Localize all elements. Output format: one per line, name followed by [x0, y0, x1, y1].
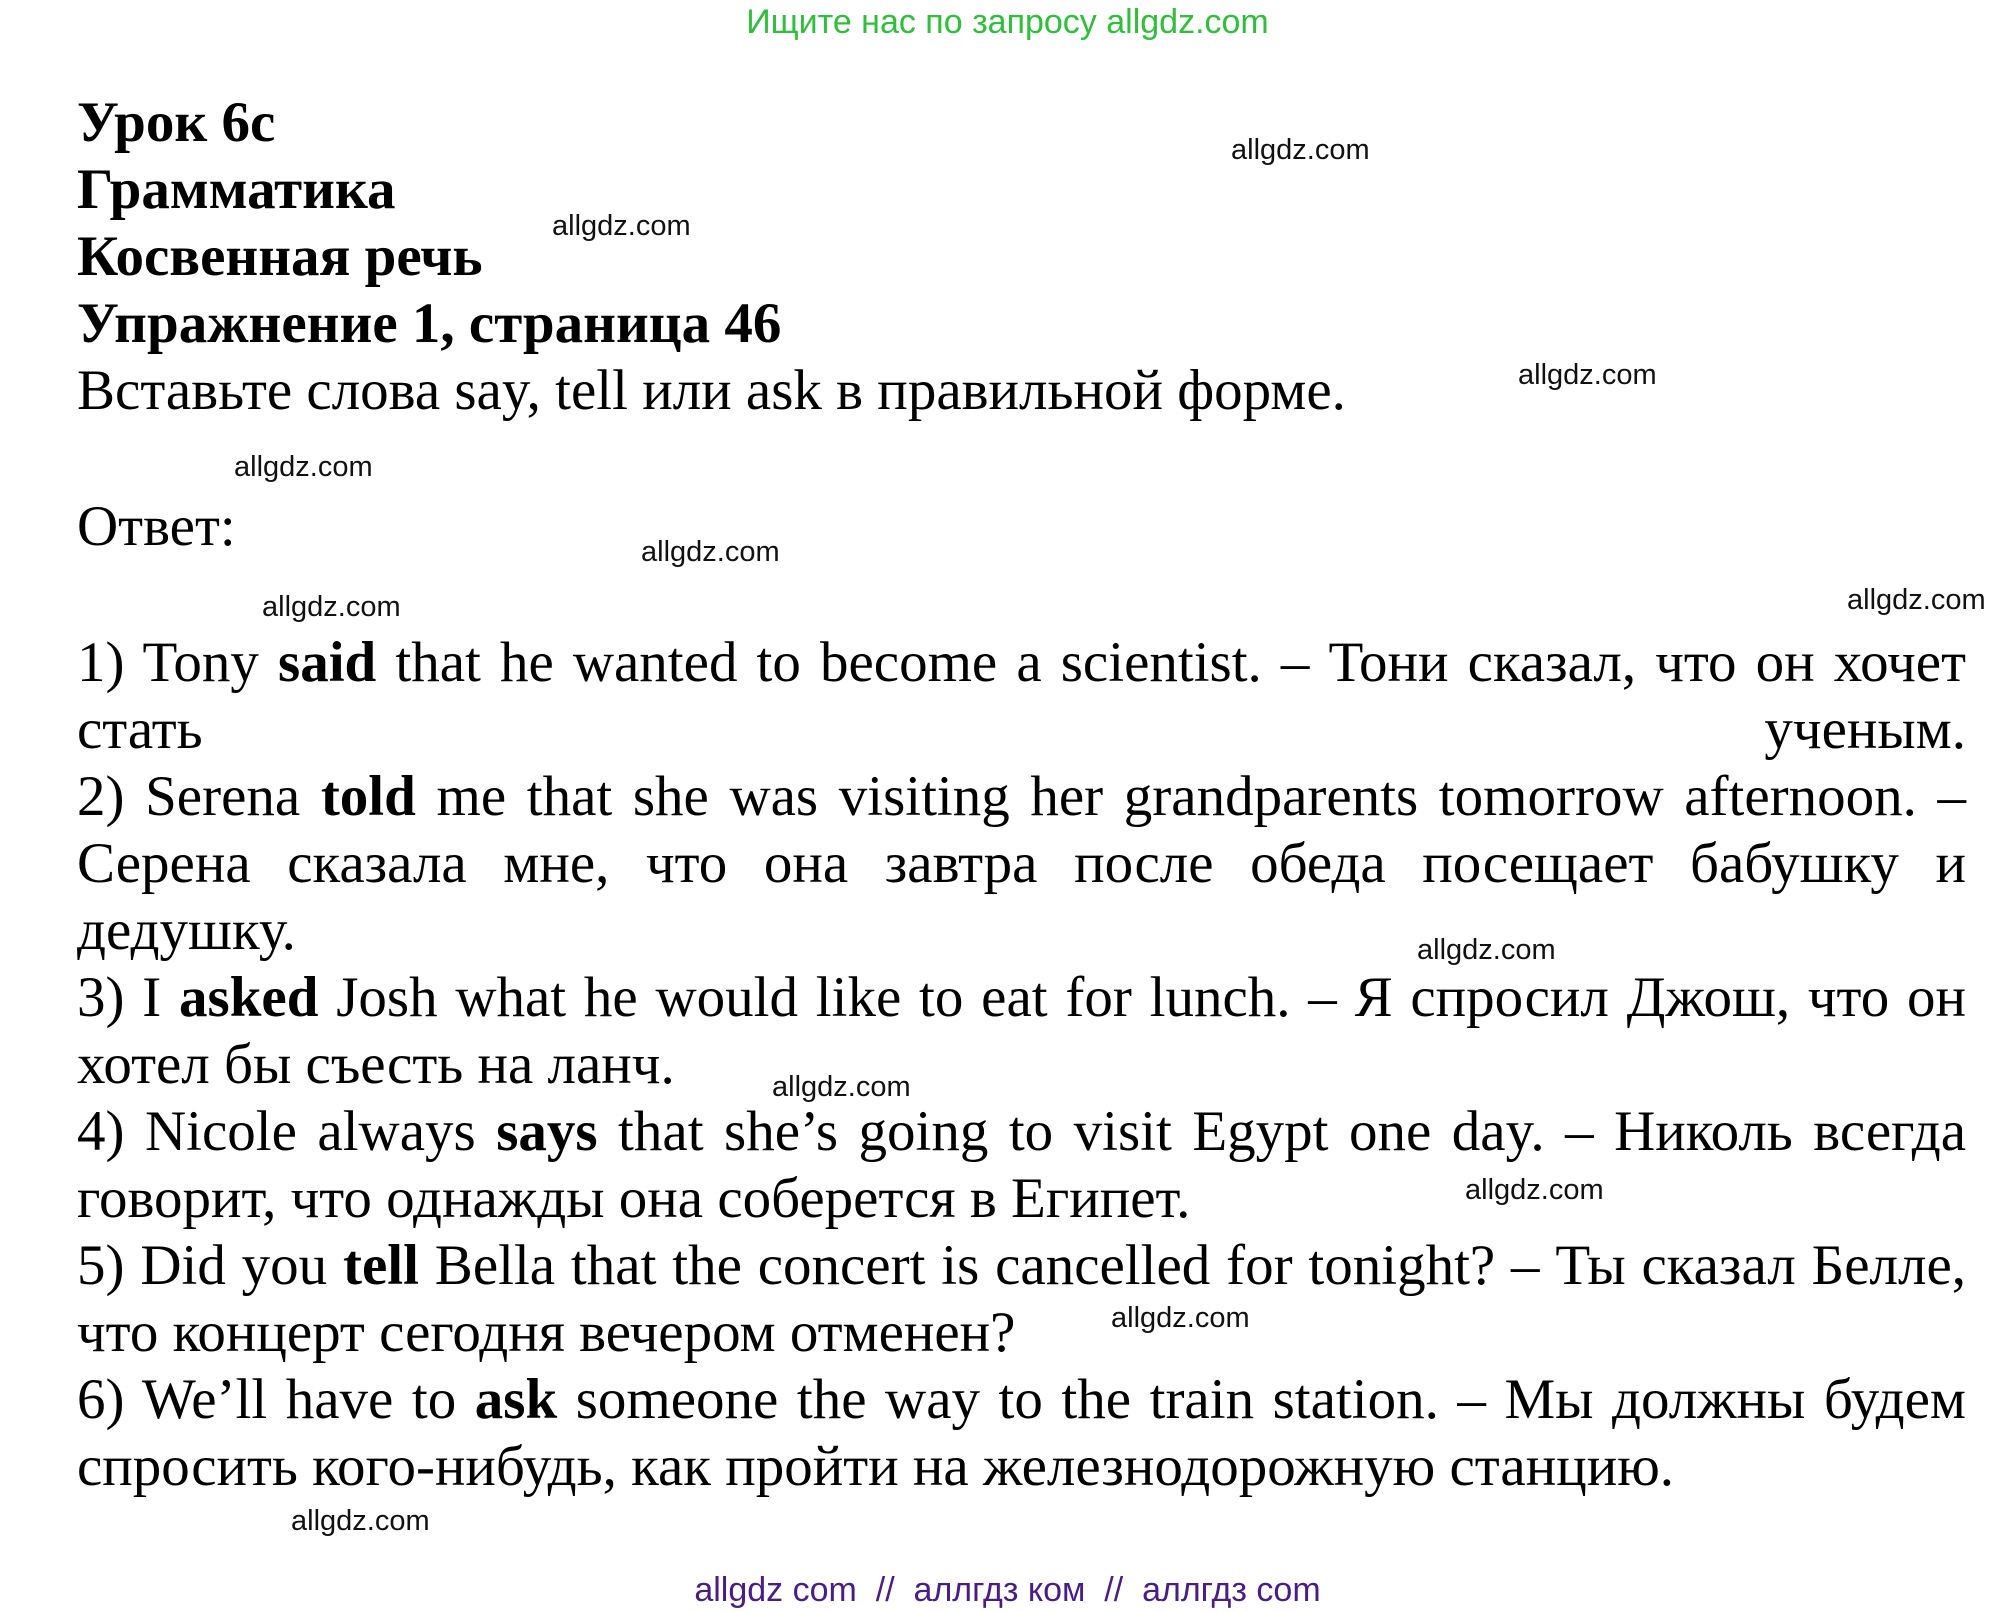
watermark: allgdz.com [234, 451, 373, 483]
watermark: allgdz.com [262, 591, 401, 623]
answer-text: me that she was visiting her grandparents tomorrow afternoon. – [415, 765, 1967, 828]
answer-text: 5) Did you [77, 1234, 343, 1297]
answer-keyword: told [320, 765, 416, 828]
answer-line [77, 696, 1966, 763]
answer-item [77, 629, 1966, 763]
watermark: allgdz.com [641, 536, 780, 568]
answer-text: стать ученым. [77, 698, 1966, 761]
answer-label: Ответ: [77, 495, 236, 558]
answer-item [77, 1232, 1966, 1366]
answer-text: 3) I [77, 966, 180, 1029]
answer-line [77, 1165, 1190, 1232]
answers-list [77, 629, 1966, 1500]
watermark: allgdz.com [1231, 134, 1370, 166]
answer-text: 6) We’ll have to [77, 1368, 475, 1431]
topic-title: Косвенная речь [77, 225, 483, 288]
answer-text: Bella that the concert is cancelled for tonight? – Ты сказал Белле, [418, 1234, 1967, 1297]
lesson-title: Урок 6с [77, 91, 276, 154]
answer-text: дедушку. [77, 899, 296, 962]
answer-text: that he wanted to become a scientist. – Тони сказал, что он хочет [376, 631, 1966, 694]
answer-text: Josh what he would like to eat for lunch. – Я спросил Джош, что он [318, 966, 1966, 1029]
answer-text: Серена сказала мне, что она завтра после обеда посещает бабушку и [77, 832, 1966, 895]
answer-item [77, 1366, 1966, 1500]
answer-text: хотел бы съесть на ланч. [77, 1033, 675, 1096]
section-title: Грамматика [77, 158, 396, 221]
answer-line [77, 897, 296, 964]
answer-line [77, 1433, 1674, 1500]
footer: allgdz com // аллгдз ком // аллгдз com [694, 1571, 1321, 1609]
answer-line [77, 1098, 1966, 1165]
answer-text: 2) Serena [77, 765, 321, 828]
answer-keyword: ask [474, 1368, 558, 1431]
answer-text: someone the way to the train station. – Мы должны будем [557, 1368, 1966, 1431]
answer-text: that she’s going to visit Egypt one day. – Николь всегда [597, 1100, 1966, 1163]
watermark: allgdz.com [1847, 584, 1986, 616]
watermark: allgdz.com [1417, 934, 1556, 966]
answer-line [77, 1232, 1966, 1299]
answer-text: что концерт сегодня вечером отменен? [77, 1301, 1016, 1364]
watermark: allgdz.com [1518, 359, 1657, 391]
answer-text: 1) Tony [77, 631, 279, 694]
answer-text: спросить кого-нибудь, как пройти на железнодорожную станцию. [77, 1435, 1675, 1498]
watermark: allgdz.com [1111, 1302, 1250, 1334]
answer-item [77, 964, 1966, 1098]
exercise-title: Упражнение 1, страница 46 [77, 292, 782, 355]
headings [77, 89, 1966, 424]
answer-keyword: tell [343, 1234, 419, 1297]
answer-text: 4) Nicole always [77, 1100, 497, 1163]
answer-keyword: said [278, 631, 377, 694]
watermark: allgdz.com [1465, 1174, 1604, 1206]
answer-text: говорит, что однажды она соберется в Египет. [77, 1167, 1191, 1230]
answer-line [77, 1299, 1015, 1366]
answer-item [77, 763, 1966, 964]
watermark: allgdz.com [552, 210, 691, 242]
top-banner: Ищите нас по запросу allgdz.com [746, 3, 1269, 41]
watermark: allgdz.com [291, 1505, 430, 1537]
watermark: allgdz.com [772, 1071, 911, 1103]
answer-line [77, 1366, 1966, 1433]
answer-line [77, 1031, 675, 1098]
instruction: Вставьте слова say, tell или ask в правильной форме. [77, 359, 1346, 422]
answer-item [77, 1098, 1966, 1232]
answer-keyword: asked [179, 966, 319, 1029]
answer-line [77, 964, 1966, 1031]
answer-line [77, 629, 1966, 696]
answer-keyword: says [496, 1100, 598, 1163]
answer-line [77, 763, 1966, 830]
answer-line [77, 830, 1966, 897]
